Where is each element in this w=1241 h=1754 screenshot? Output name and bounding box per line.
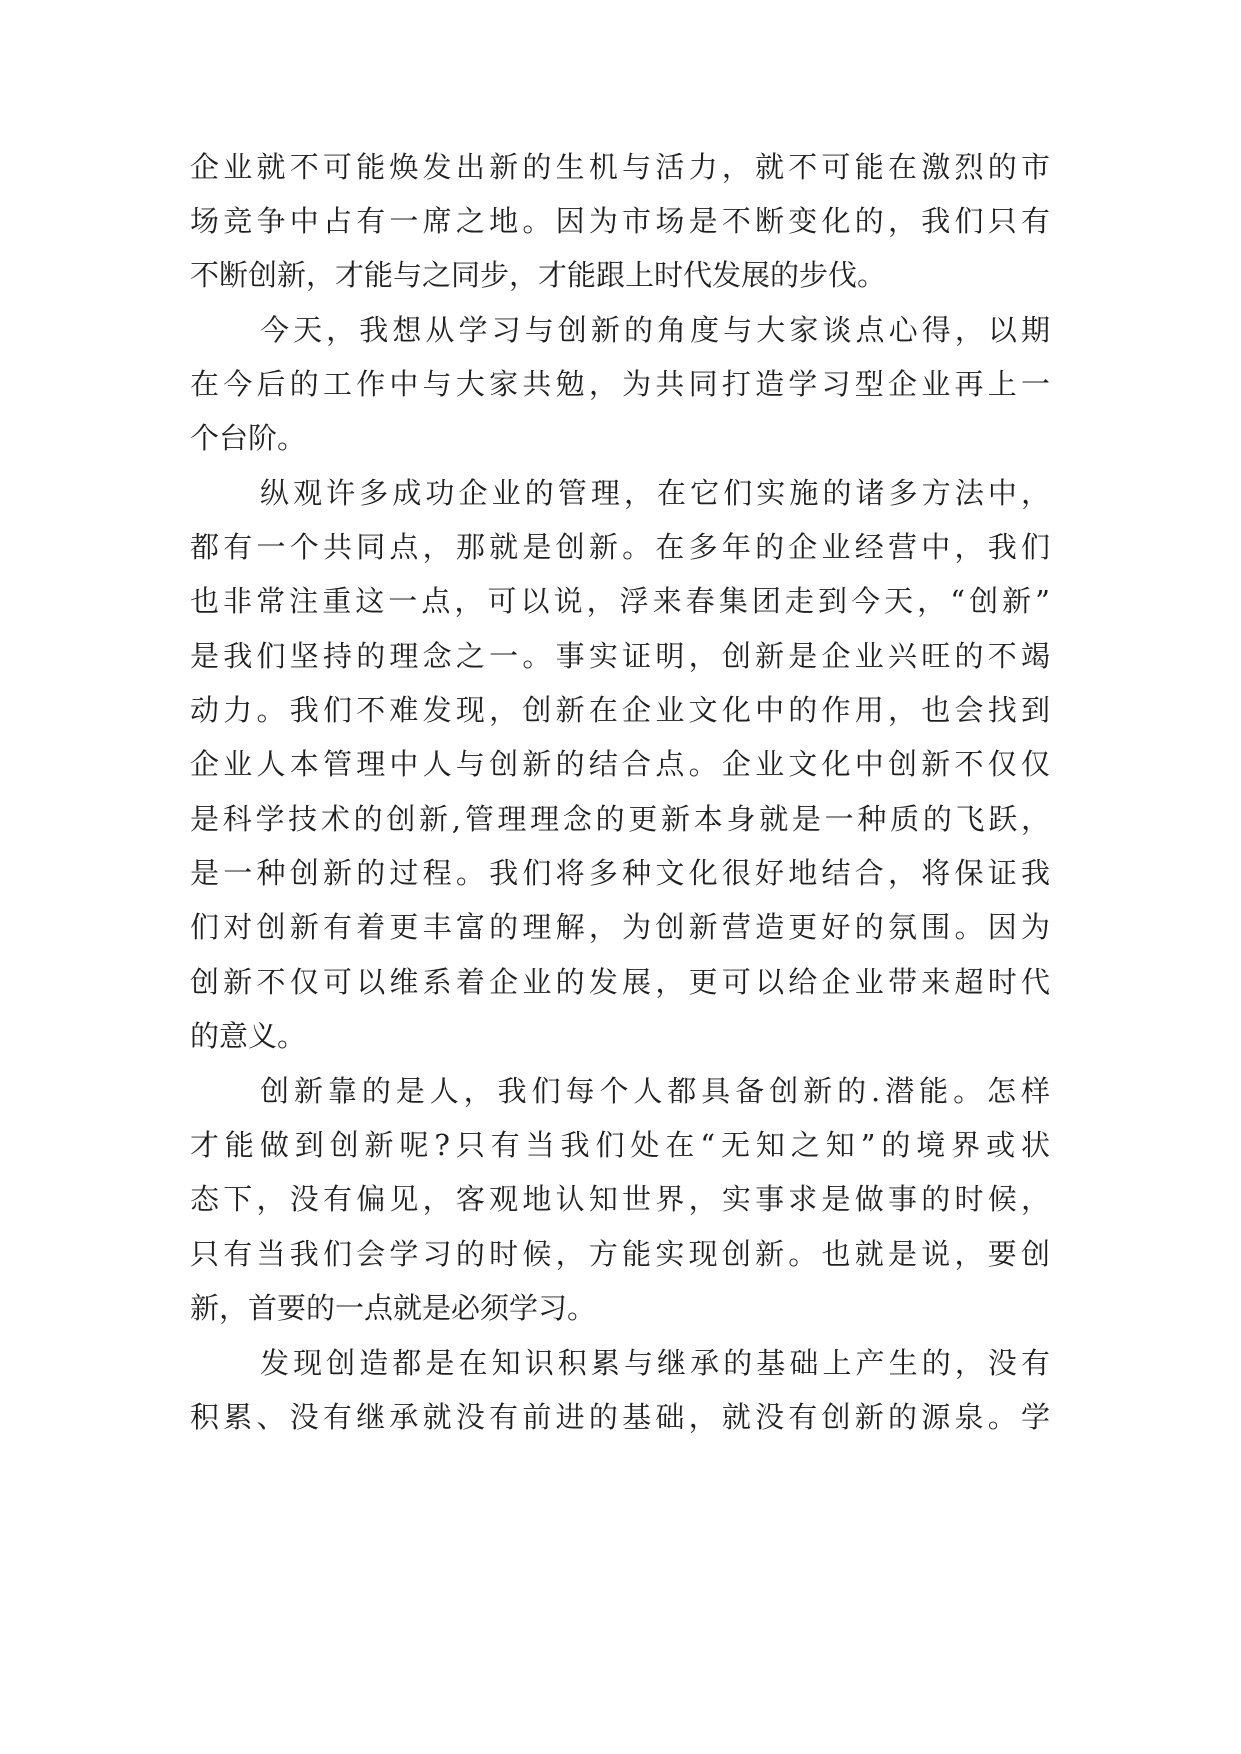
paragraph-1-line-3: 不断创新，才能与之同步，才能跟上时代发展的步伐。 [190, 258, 887, 292]
paragraph-3-line-3: 也非常注重这一点，可以说，浮来春集团走到今天，“创新” [190, 584, 1050, 618]
paragraph-3-line-5: 动力。我们不难发现，创新在企业文化中的作用，也会找到 [190, 693, 1050, 727]
paragraph-3-line-1: 纵观许多成功企业的管理，在它们实施的诸多方法中， [260, 476, 1050, 510]
paragraph-4-line-4: 只有当我们会学习的时候，方能实现创新。也就是说，要创 [190, 1237, 1050, 1271]
paragraph-2-line-2: 在今后的工作中与大家共勉，为共同打造学习型企业再上一 [190, 367, 1050, 401]
paragraph-2-line-1: 今天，我想从学习与创新的角度与大家谈点心得，以期 [260, 313, 1050, 347]
paragraph-2-line-3: 个台阶。 [190, 421, 307, 455]
paragraph-3-line-7: 是科学技术的创新,管理理念的更新本身就是一种质的飞跃， [190, 802, 1050, 836]
paragraph-1-line-1: 企业就不可能焕发出新的生机与活力，就不可能在激烈的市 [190, 150, 1050, 184]
paragraph-5-line-1: 发现创造都是在知识积累与继承的基础上产生的，没有 [260, 1346, 1050, 1380]
paragraph-3-line-8: 是一种创新的过程。我们将多种文化很好地结合，将保证我 [190, 856, 1050, 890]
paragraph-3-line-9: 们对创新有着更丰富的理解，为创新营造更好的氛围。因为 [190, 910, 1050, 944]
paragraph-1-line-2: 场竞争中占有一席之地。因为市场是不断变化的，我们只有 [190, 204, 1050, 238]
paragraph-3-line-10: 创新不仅可以维系着企业的发展，更可以给企业带来超时代 [190, 965, 1050, 999]
paragraph-4-line-2: 才能做到创新呢?只有当我们处在“无知之知”的境界或状 [190, 1128, 1050, 1162]
paragraph-4-line-5: 新，首要的一点就是必须学习。 [190, 1291, 597, 1325]
paragraph-5-line-2: 积累、没有继承就没有前进的基础，就没有创新的源泉。学 [190, 1400, 1050, 1434]
paragraph-3-line-2: 都有一个共同点，那就是创新。在多年的企业经营中，我们 [190, 530, 1050, 564]
paragraph-3-line-6: 企业人本管理中人与创新的结合点。企业文化中创新不仅仅 [190, 747, 1050, 781]
paragraph-3-line-4: 是我们坚持的理念之一。事实证明，创新是企业兴旺的不竭 [190, 639, 1050, 673]
paragraph-4-line-1: 创新靠的是人，我们每个人都具备创新的.潜能。怎样 [260, 1074, 1050, 1108]
paragraph-3-line-11: 的意义。 [190, 1019, 307, 1053]
paragraph-4-line-3: 态下，没有偏见，客观地认知世界，实事求是做事的时候， [190, 1182, 1050, 1216]
